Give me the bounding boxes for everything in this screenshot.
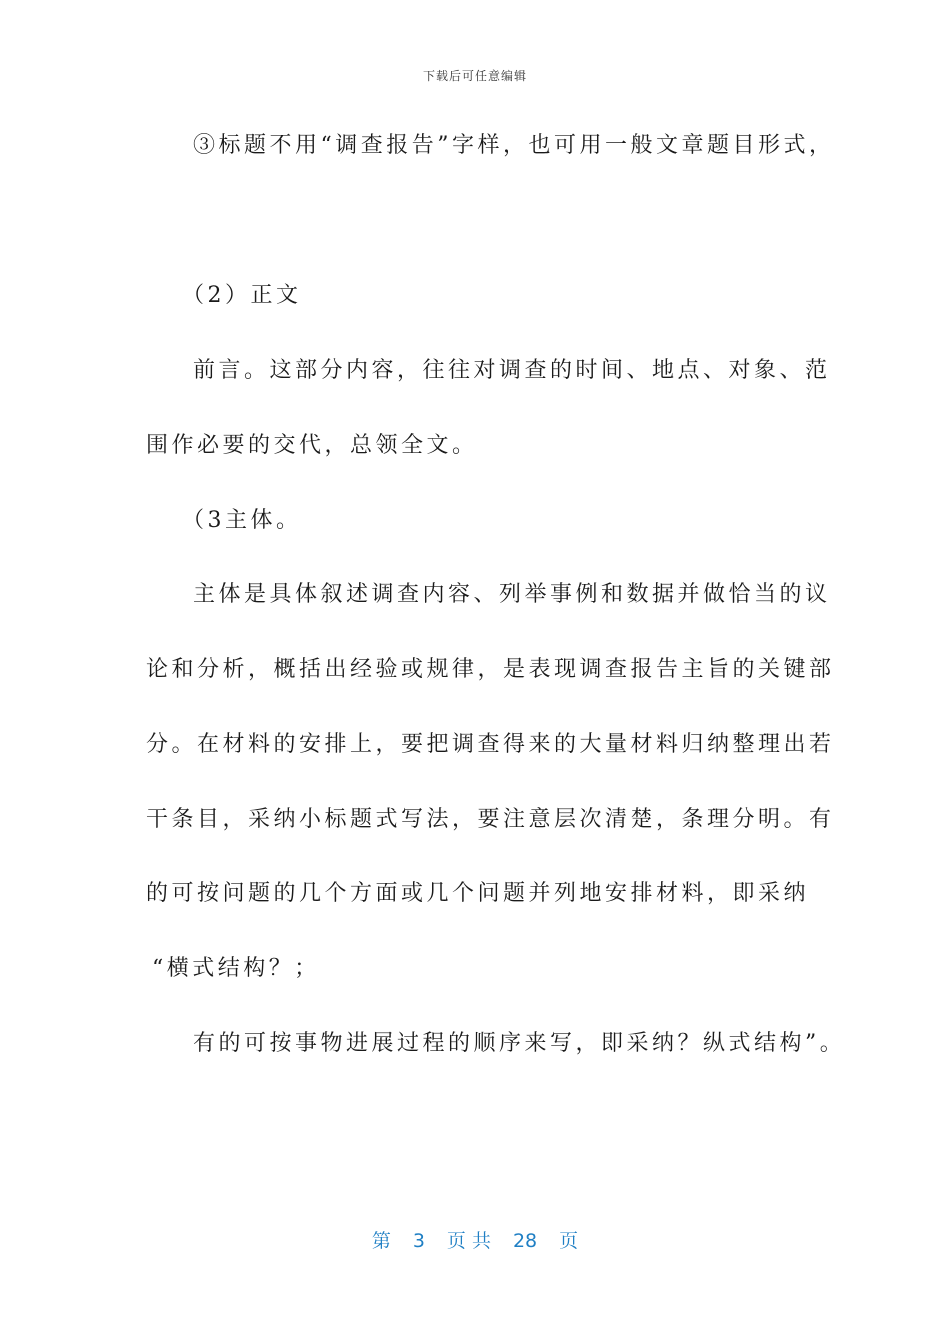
body-line-8: 分。在材料的安排上，要把调查得来的大量材料归纳整理出若 [146, 732, 835, 757]
body-line-6: 主体是具体叙述调查内容、列举事例和数据并做恰当的议 [193, 582, 831, 607]
body-line-9: 干条目，采纳小标题式写法，要注意层次清楚，条理分明。有 [146, 807, 835, 832]
body-line-11: “横式结构？； [152, 956, 320, 981]
footer-middle: 页 共 [446, 1230, 491, 1252]
section-heading-text: （2）正文 [182, 283, 302, 308]
page-footer [0, 1226, 950, 1253]
body-line-3: 前言。这部分内容，往往对调查的时间、地点、对象、范 [193, 358, 831, 383]
footer-current-page: 3 [412, 1230, 425, 1252]
body-line-1: ③标题不用“调查报告”字样，也可用一般文章题目形式， [193, 133, 835, 158]
body-line-12: 有的可按事物进展过程的顺序来写，即采纳？纵式结构”。 [193, 1031, 846, 1056]
section-heading-main: （3主体。 [182, 508, 302, 533]
footer-suffix: 页 [559, 1230, 579, 1252]
body-line-4: 围作必要的交代，总领全文。 [146, 433, 478, 458]
body-line-10: 的可按问题的几个方面或几个问题并列地安排材料，即采纳 [146, 881, 810, 906]
header-note: 下载后可任意编辑 [422, 69, 527, 83]
body-line-7: 论和分析，概括出经验或规律，是表现调查报告主旨的关键部 [146, 657, 835, 682]
footer-prefix: 第 [371, 1230, 391, 1252]
footer-total-pages: 28 [512, 1230, 538, 1252]
